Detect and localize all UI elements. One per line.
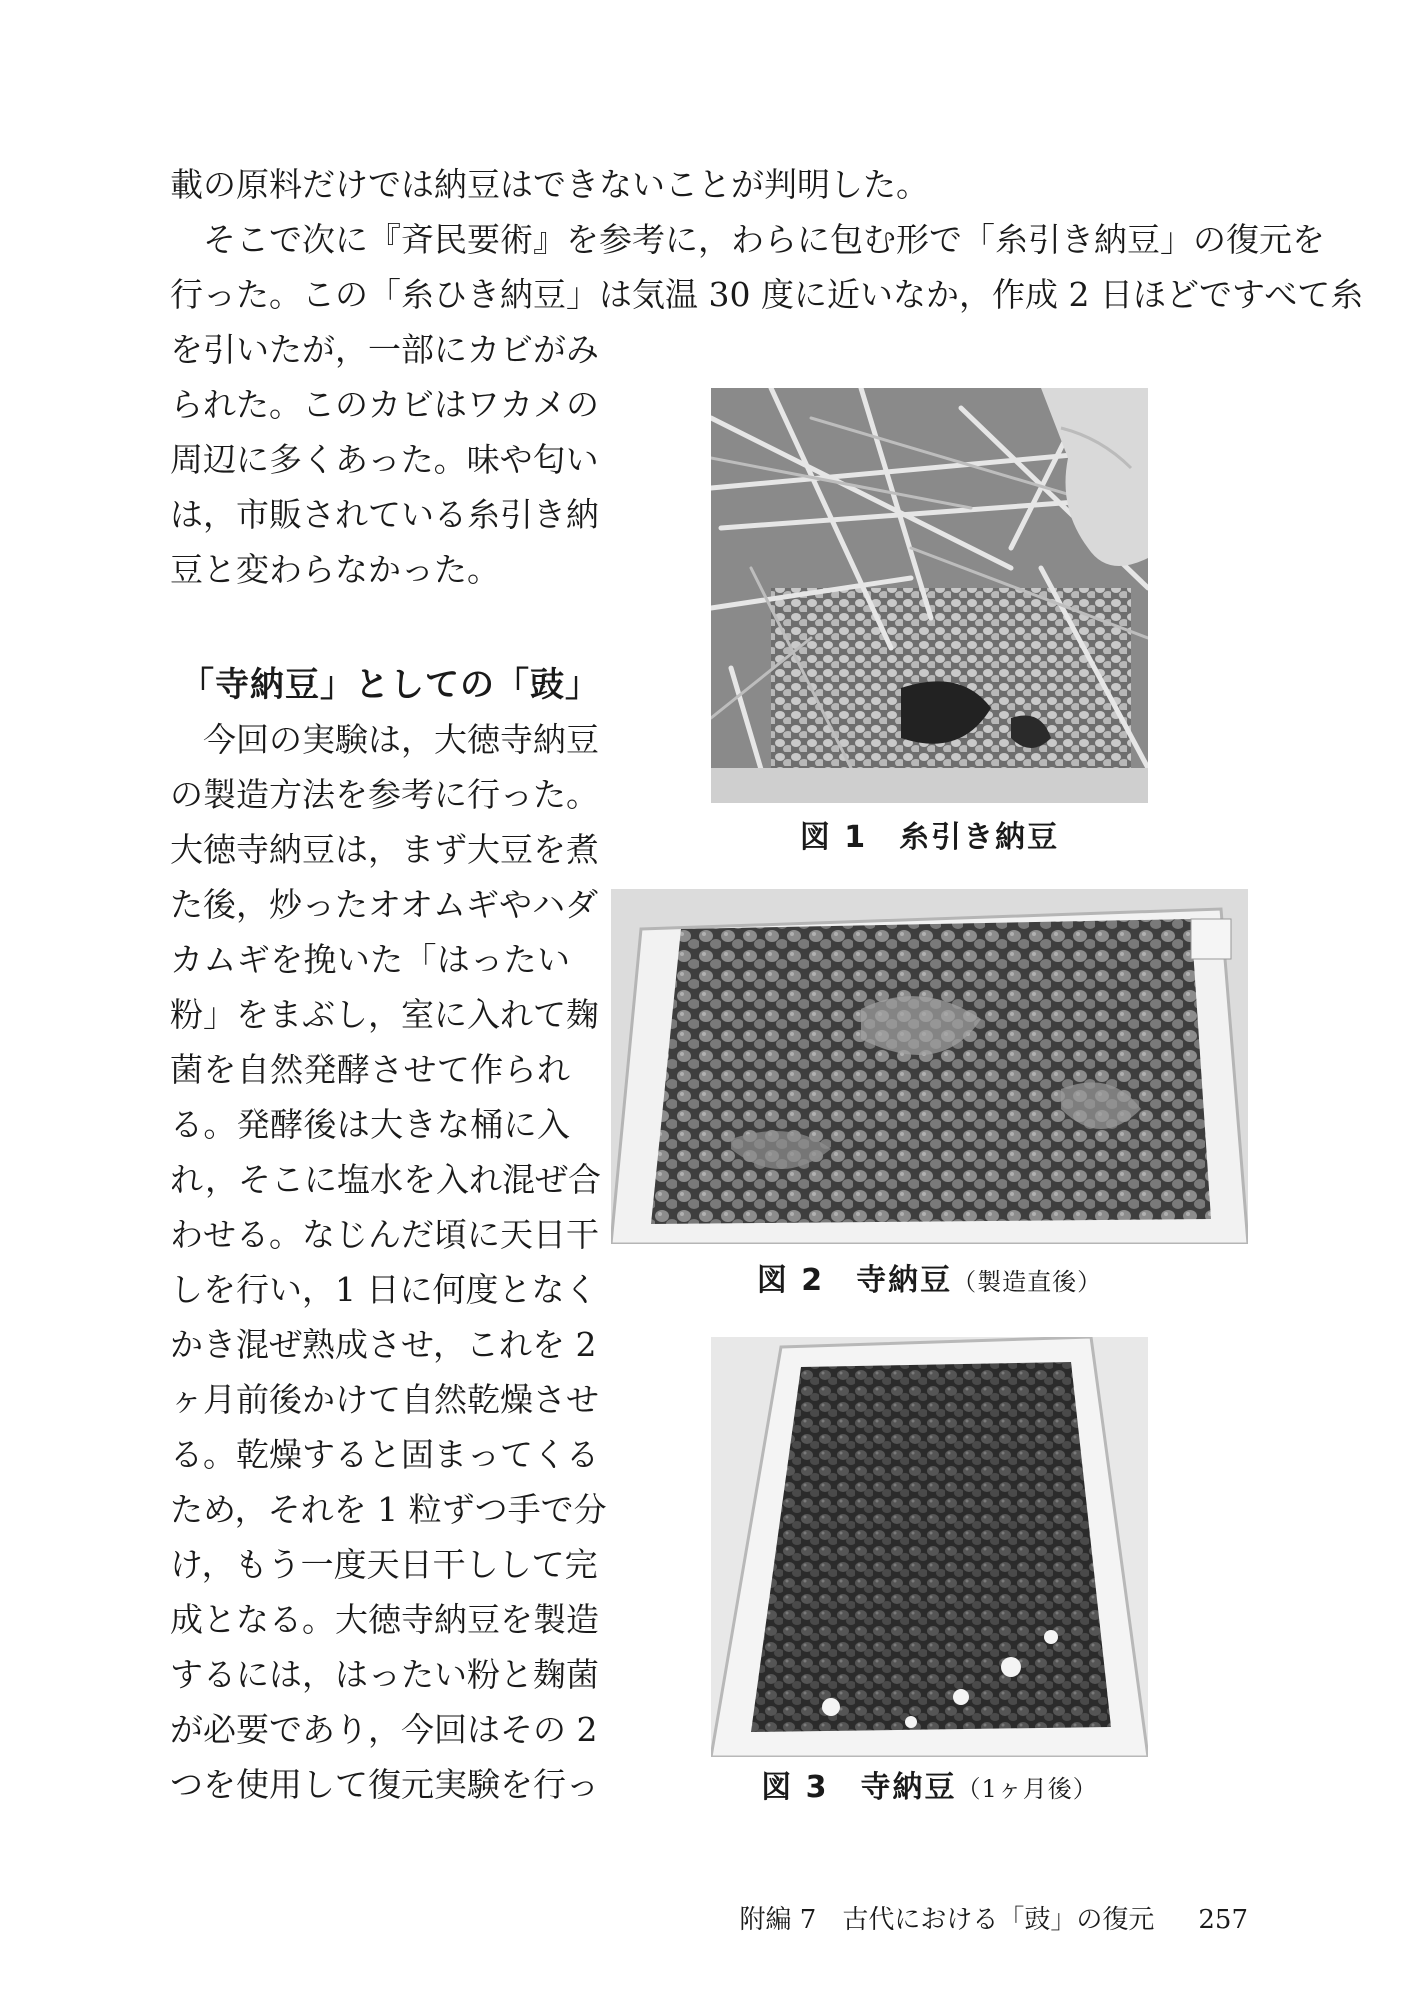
figure-3-photo: [711, 1337, 1148, 1757]
column-b-line: る。発酵後は大きな桶に入: [170, 1105, 571, 1144]
column-b-line: つを使用して復元実験を行っ: [170, 1765, 599, 1804]
running-title: 附編 7 古代における「豉」の復元: [739, 1905, 1155, 1935]
column-b-line: ヶ月前後かけて自然乾燥させ: [170, 1380, 599, 1419]
column-a-line: られた。このカビはワカメの: [170, 385, 599, 424]
column-a-line: は，市販されている糸引き納: [170, 495, 599, 534]
column-b-line: するには，はったい粉と麹菌: [170, 1655, 599, 1694]
body-line-2: そこで次に『斉民要術』を参考に，わらに包む形で「糸引き納豆」の復元を: [170, 220, 1325, 259]
column-b-line: 菌を自然発酵させて作られ: [170, 1050, 571, 1089]
figure-3-label: 図 3: [761, 1770, 829, 1805]
figure-3-note: （1ヶ月後）: [956, 1775, 1098, 1803]
column-b-line: しを行い，1 日に何度となく: [170, 1270, 598, 1309]
figure-1-label: 図 1: [799, 820, 868, 855]
figure-2-label: 図 2: [756, 1263, 825, 1298]
page-number: 257: [1198, 1905, 1248, 1935]
figure-1-photo: [711, 388, 1148, 803]
figure-2-photo: [611, 889, 1248, 1244]
figure-2-caption: [611, 1261, 1248, 1302]
column-a-line: を引いたが，一部にカビがみ: [170, 330, 599, 369]
column-b-line: 粉」をまぶし，室に入れて麹: [170, 995, 599, 1034]
section-heading: 「寺納豆」としての「豉」: [180, 665, 600, 705]
column-a-line: 周辺に多くあった。味や匂い: [170, 440, 599, 479]
column-b-line: れ，そこに塩水を入れ混ぜ合: [170, 1160, 601, 1199]
column-a-line: 豆と変わらなかった。: [170, 550, 500, 589]
column-b-line: 成となる。大徳寺納豆を製造: [170, 1600, 599, 1639]
figure-3-caption: [711, 1768, 1148, 1809]
column-b-line: かき混ぜ熟成させ，これを 2: [170, 1325, 597, 1364]
column-b-line: 今回の実験は，大徳寺納豆: [170, 720, 599, 759]
column-b-line: る。乾燥すると固まってくる: [170, 1435, 599, 1474]
column-b-line: わせる。なじんだ頃に天日干: [170, 1215, 599, 1254]
column-b-line: の製造方法を参考に行った。: [170, 775, 599, 814]
column-b-line: け，もう一度天日干しして完: [170, 1545, 598, 1584]
figure-2-note: （製造直後）: [952, 1268, 1103, 1296]
figure-2-title: 寺納豆: [856, 1263, 953, 1298]
body-line-3: 行った。この「糸ひき納豆」は気温 30 度に近いなか，作成 2 日ほどですべて糸: [170, 275, 1364, 314]
figure-3-title: 寺納豆: [860, 1770, 957, 1805]
column-b-line: 大徳寺納豆は，まず大豆を煮: [170, 830, 599, 869]
figure-1-title: 糸引き納豆: [899, 820, 1060, 855]
figure-1-caption: [711, 818, 1148, 858]
body-line-1: 載の原料だけでは納豆はできないことが判明した。: [170, 165, 929, 204]
column-b-line: た後，炒ったオオムギやハダ: [170, 885, 599, 924]
column-b-line: ため，それを 1 粒ずつ手で分: [170, 1490, 607, 1529]
column-b-line: が必要であり，今回はその 2: [170, 1710, 598, 1749]
page-footer: [700, 1903, 1248, 1937]
column-b-line: カムギを挽いた「はったい: [170, 940, 570, 979]
